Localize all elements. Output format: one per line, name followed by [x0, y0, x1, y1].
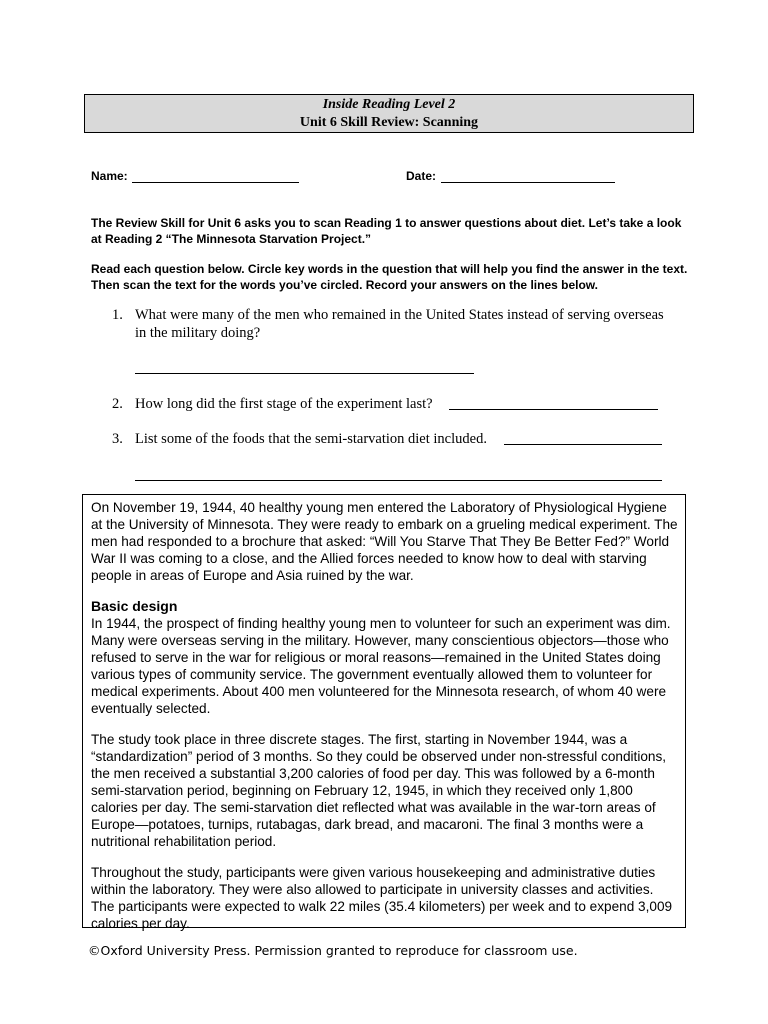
title-box [84, 94, 694, 133]
question-number: 3. [112, 431, 123, 447]
question-number: 1. [112, 307, 123, 323]
date-label: Date: [406, 169, 437, 183]
name-label: Name: [91, 169, 128, 183]
question-text: What were many of the men who remained in the United States instead of serving overseas in the military doing? [135, 307, 664, 341]
date-field-line[interactable] [441, 182, 615, 183]
reading-passage [82, 494, 686, 931]
question-1 [112, 306, 672, 342]
answer-line-3b[interactable] [135, 480, 662, 481]
name-field-line[interactable] [132, 182, 299, 183]
answer-line-3a[interactable] [504, 444, 662, 445]
answer-line-2[interactable] [449, 409, 658, 410]
question-text: List some of the foods that the semi-starvation diet included. [135, 431, 487, 447]
reading-subheading: Basic design [91, 598, 178, 614]
copyright-footer: ©Oxford University Press. Permission granted to reproduce for classroom use. [88, 943, 578, 958]
reading-paragraph-4: Throughout the study, participants were given various housekeeping and administrative duties within the laboratory. They were also allowed to participate in university classes and activities. The participants were expected to walk 22 miles (35.4 kilometers) per week and to expend 3,009 calories per day. [91, 865, 673, 931]
reading-paragraph-3: The study took place in three discrete stages. The first, starting in November 1944, was a “standardization” period of 3 months. So they could be observed under non-stressful conditions, the men received a substantial 3,200 calories of food per day. This was followed by a 6-month semi-starvation period, beginning on February 12, 1945, in which they received only 1,800 calories per day. The semi-starvation diet reflected what was available in the war-torn areas of Europe—potatoes, turnips, rutabagas, dark bread, and macaroni. The final 3 months were a nutritional rehabilitation period. [91, 732, 667, 849]
question-2 [112, 395, 672, 413]
answer-line-1[interactable] [135, 373, 474, 374]
unit-title: Unit 6 Skill Review: Scanning [299, 115, 479, 130]
level-title: Inside Reading Level 2 [322, 97, 456, 112]
reading-paragraph-1: On November 19, 1944, 40 healthy young men entered the Laboratory of Physiological Hygiene at the University of Minnesota. They were ready to embark on a grueling medical experiment. The men had responded to a brochure that asked: “Will You Starve That They Be Better Fed?” World War II was coming to a close, and the Allied forces needed to know how to deal with starving people in areas of Europe and Asia ruined by the war. [91, 500, 678, 583]
question-text: How long did the first stage of the experiment last? [135, 396, 433, 412]
review-intro: The Review Skill for Unit 6 asks you to scan Reading 1 to answer questions about diet. Let’s take a look at Reading 2 “The Minnesota Starvation Project.” [91, 216, 682, 246]
instructions: Read each question below. Circle key words in the question that will help you find the answer in the text. Then scan the text for the words you’ve circled. Record your answers on the lines below. [91, 262, 688, 292]
question-number: 2. [112, 396, 123, 412]
question-3 [112, 430, 672, 448]
reading-paragraph-2: In 1944, the prospect of finding healthy young men to volunteer for such an experiment was dim. Many were overseas serving in the military. However, many conscientious objectors—those who refused to serve in the war for religious or moral reasons—remained in the United States doing various types of community service. The government eventually allowed them to volunteer for medical experiments. About 400 men volunteered for the Minnesota research, of whom 40 were eventually selected. [91, 616, 671, 716]
